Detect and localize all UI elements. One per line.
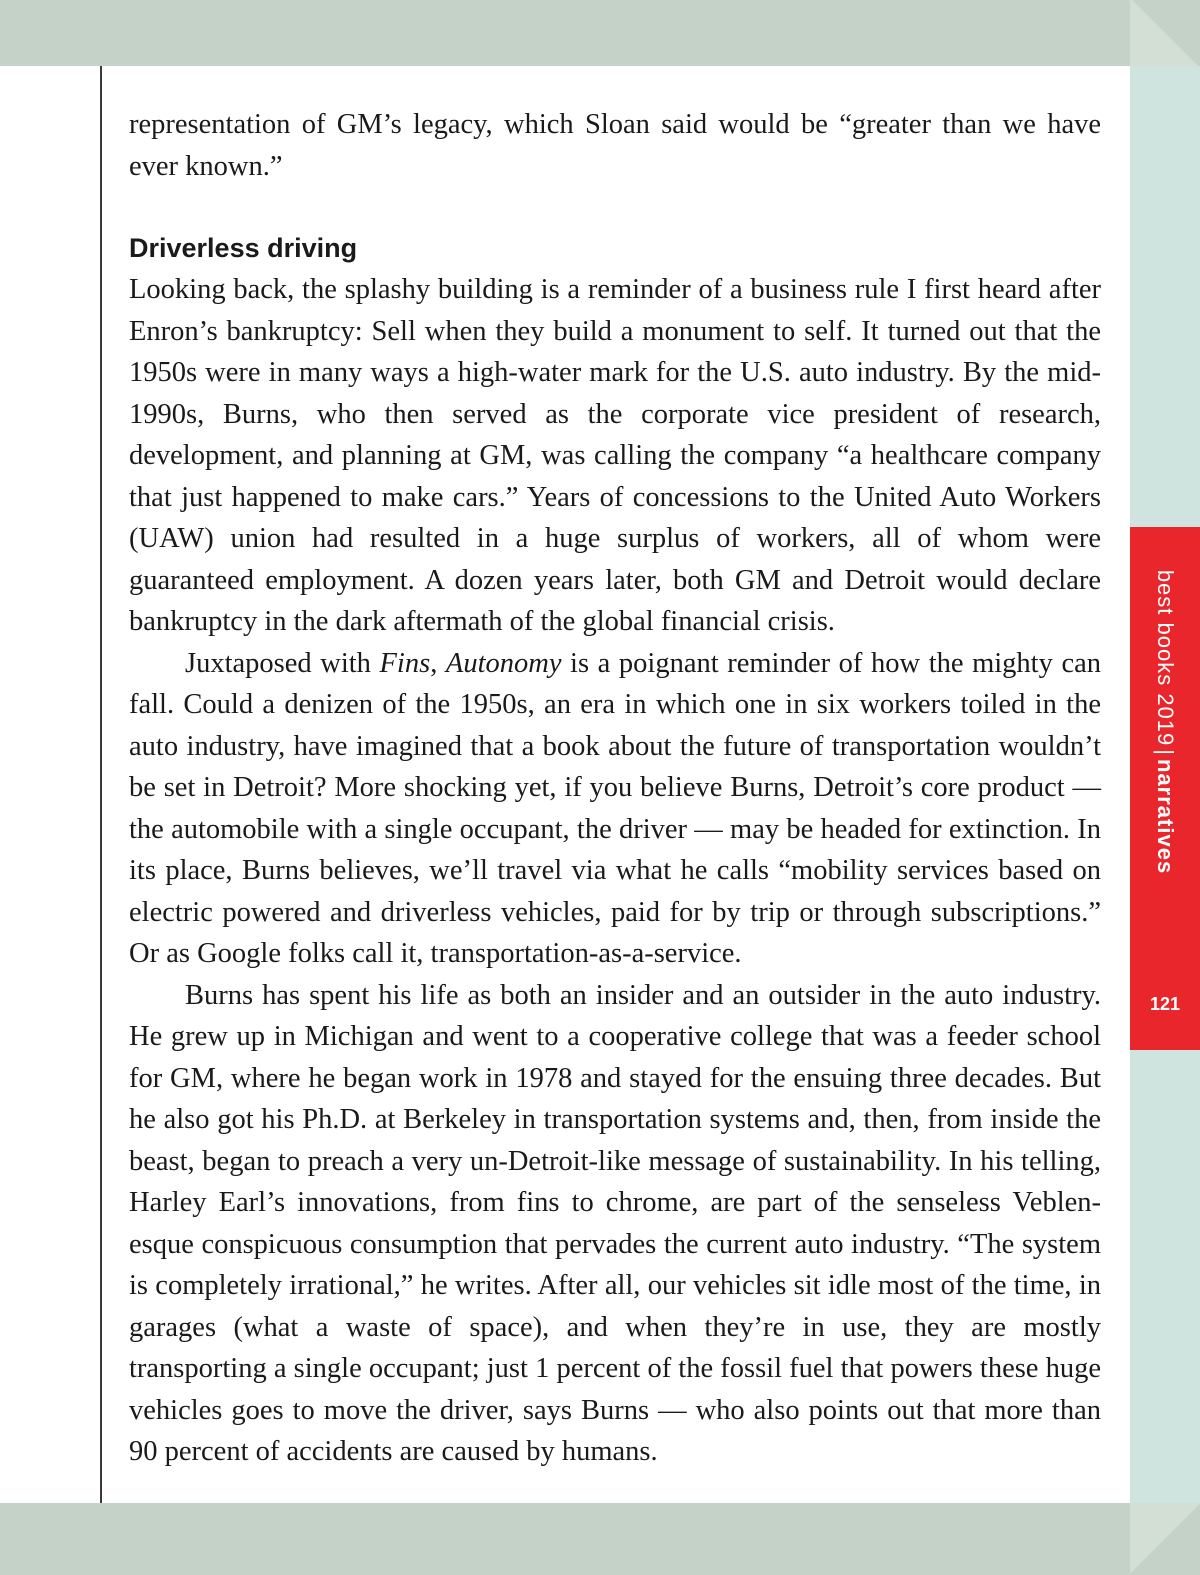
intro-paragraph: representation of GM’s legacy, which Sloan said would be “greater than we have ever known.” [129,109,1101,182]
section-tab-label [1152,570,1178,874]
page-number: 121 [1149,994,1181,1014]
page-left-rule [100,66,102,1503]
section-category: narratives [1153,759,1178,875]
book-title-fins: Fins [379,647,431,679]
paragraph-1: Looking back, the splashy building is a reminder of a business rule I first heard after Enron’s bankruptcy: Sell when they build a monument to self. It turned out that the 1950s were in many ways a high-water mark for the U.S. auto industry. By the mid-1990s, Burns, who then served as the corporate vice president of research, development, and planning at GM, was calling the company “a healthcare company that just happened to make cars.” Years of concessions to the United Auto Workers (UAW) union had resulted in a huge surplus of workers, all of whom were guaranteed employment. A dozen years later, both GM and Detroit would declare bankruptcy in the dark aftermath of the global financial crisis. [129,274,1101,637]
bottom-right-corner-fold [1130,1503,1200,1575]
top-border-band [0,0,1200,66]
paragraph-3: Burns has spent his life as both an insider and an outsider in the auto industry. He grew up in Michigan and went to a cooperative college that was a feeder school for GM, where he began work in 1978 and stayed for the ensuing three decades. But he also got his Ph.D. at Berkeley in transportation systems and, then, from inside the beast, began to preach a very un-Detroit-like message of sustainability. In his telling, Harley Earl’s innovations, from fins to chrome, are part of the senseless Veblen-esque conspicuous consumption that pervades the current auto industry. “The system is completely irrational,” he writes. After all, our vehicles sit idle most of the time, in garages (what a waste of space), and when they’re in use, they are mostly transporting a single occupant; just 1 percent of the fossil fuel that powers these huge vehicles goes to move the driver, says Burns — who also points out that more than 90 percent of accidents are caused by humans. [129,979,1101,1467]
bottom-border-band [0,1503,1200,1575]
paragraph-2-lead: Juxtaposed with [185,647,380,679]
book-title-autonomy: Autonomy [445,647,562,679]
paragraph-2-comma: , [430,647,446,679]
section-heading: Driverless driving [129,233,358,263]
top-right-corner-fold [1130,0,1200,66]
paragraph-2-body: is a poignant reminder of how the mighty can fall. Could a denizen of the 1950s, an era in which one in six workers toiled in the auto industry, have imagined that a book about the future of transportation wouldn’t be set in Detroit? More shocking yet, if you believe Burns, Detroit’s core product — the automobile with a single occupant, the driver — may be headed for extinction. In its place, Burns believes, we’ll travel via what he calls “mobility services based on electric powered and driverless vehicles, paid for by trip or through subscriptions.” Or as Google folks call it, transportation-as-a-service. [129,647,1101,969]
paragraph-2 [129,643,1101,975]
section-name: best books 2019 [1153,569,1178,747]
section-separator: | [1153,749,1178,756]
article-body [129,104,1101,1473]
